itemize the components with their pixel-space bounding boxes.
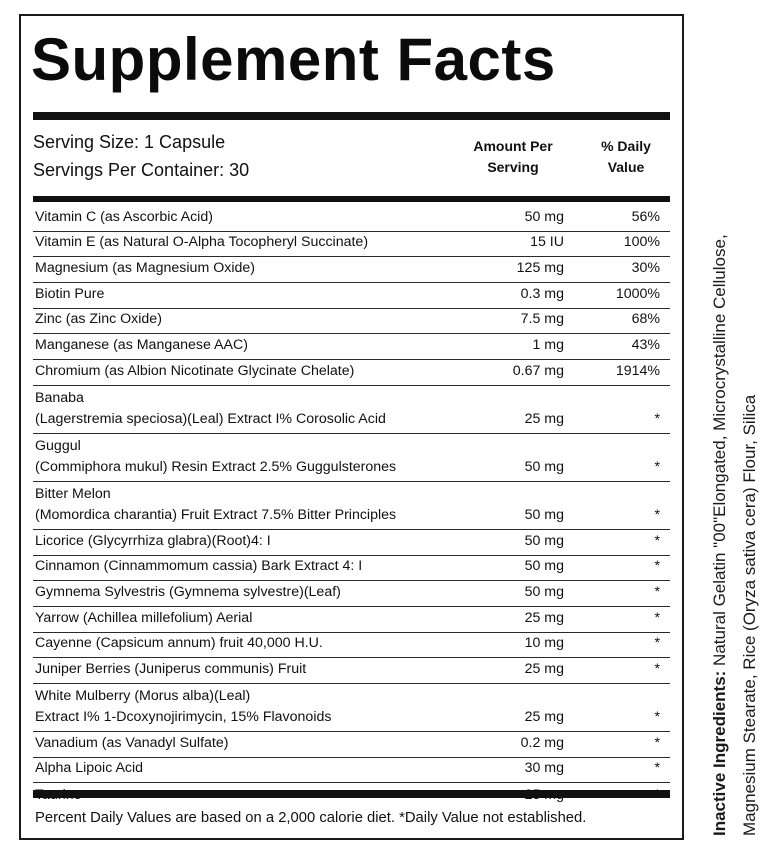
herbal-name	[35, 436, 396, 478]
herbal-name-line1: Vanadium (as Vanadyl Sulfate)	[35, 734, 229, 751]
footnote: Percent Daily Values are based on a 2,000 calorie diet. *Daily Value not established.	[35, 810, 587, 826]
herbal-daily-value: *	[654, 410, 660, 427]
herbal-daily-value: *	[654, 660, 660, 677]
herbal-daily-value: *	[654, 708, 660, 725]
nutrient-name: Magnesium (as Magnesium Oxide)	[35, 260, 255, 277]
inactive-label: Inactive Ingredients:	[710, 670, 729, 836]
herbal-daily-value: *	[654, 558, 660, 575]
herbal-amount: 50 mg	[524, 458, 564, 475]
bottom-rule	[33, 790, 670, 798]
nutrient-daily-value: 43%	[631, 337, 660, 354]
herbal-row	[33, 684, 670, 732]
servings-per-container: Servings Per Container: 30	[33, 160, 250, 180]
nutrient-name: Vitamin C (as Ascorbic Acid)	[35, 208, 213, 225]
serving-info	[33, 128, 249, 184]
herbal-amount: 50 mg	[524, 583, 564, 600]
herbal-amount: 50 mg	[524, 506, 564, 523]
herbal-name	[35, 633, 323, 654]
herbal-name-line1: White Mulberry (Morus alba)(Leal)	[35, 687, 251, 704]
herbal-name-line1: Licorice (Glycyrrhiza glabra)(Root)4: I	[35, 532, 271, 549]
nutrient-row	[33, 360, 670, 386]
herbal-name-line1: Alpha Lipoic Acid	[35, 760, 144, 777]
herbal-row	[33, 581, 670, 607]
herbal-daily-value: *	[654, 506, 660, 523]
herbal-name-line1: Juniper Berries (Juniperus communis) Fruit	[35, 660, 307, 677]
herbal-amount: 10 mg	[524, 635, 564, 652]
herbal-row	[33, 732, 670, 758]
herbal-row	[33, 556, 670, 582]
herbal-name-line1: Gymnema Sylvestris (Gymnema sylvestre)(Leaf)	[35, 583, 341, 600]
nutrient-amount: 15 IU	[530, 234, 564, 251]
herbal-row	[33, 530, 670, 556]
nutrient-row	[33, 309, 670, 335]
nutrient-daily-value: 1000%	[615, 285, 660, 302]
inactive-line1	[705, 16, 735, 836]
amount-header	[459, 136, 567, 178]
herbal-name	[35, 659, 306, 680]
herbal-amount: 25 mg	[524, 609, 564, 626]
nutrient-amount: 50 mg	[524, 208, 564, 225]
herbal-amount: 25 mg	[524, 708, 564, 725]
nutrient-name: Manganese (as Manganese AAC)	[35, 337, 248, 354]
herbal-name	[35, 686, 331, 728]
herbal-name	[35, 608, 252, 629]
herbal-row	[33, 607, 670, 633]
herbal-row	[33, 386, 670, 434]
nutrient-daily-value: 30%	[631, 260, 660, 277]
herbal-name-line2: (Lagerstremia speciosa)(Leal) Extract I% Corosolic Acid	[35, 410, 386, 427]
herbal-name-line1: Cinnamon (Cinnammomum cassia) Bark Extract 4: I	[35, 558, 363, 575]
herbal-name	[35, 556, 362, 577]
nutrient-row	[33, 232, 670, 258]
nutrient-amount: 1 mg	[532, 337, 564, 354]
herbal-name-line2: (Momordica charantia) Fruit Extract 7.5% Bitter Principles	[35, 506, 397, 523]
nutrient-amount: 0.3 mg	[520, 285, 564, 302]
nutrient-row	[33, 257, 670, 283]
herbal-row	[33, 658, 670, 684]
ingredient-table	[33, 206, 670, 809]
herbal-daily-value: *	[654, 583, 660, 600]
nutrient-daily-value: 100%	[623, 234, 660, 251]
herbal-daily-value: *	[654, 532, 660, 549]
herbal-daily-value: *	[654, 609, 660, 626]
herbal-name	[35, 484, 396, 526]
nutrient-name: Chromium (as Albion Nicotinate Glycinate Chelate)	[35, 362, 355, 379]
inactive-text-line1: Natural Gelatin "00"Elongated, Microcrystalline Cellulose,	[710, 234, 729, 666]
herbal-name-line1: Yarrow (Achillea millefolium) Aerial	[35, 609, 253, 626]
herbal-name-line1: Guggul	[35, 437, 81, 454]
inactive-text-line2: Magnesium Stearate, Rice (Oryza sativa cera) Flour, Silica	[740, 394, 759, 836]
herbal-row	[33, 758, 670, 784]
herbal-name-line1: Cayenne (Capsicum annum) fruit 40,000 H.U.	[35, 635, 323, 652]
supplement-facts-panel	[19, 14, 684, 840]
nutrient-amount: 7.5 mg	[520, 311, 564, 328]
herbal-name-line1: Bitter Melon	[35, 485, 111, 502]
herbal-name-line2: Extract I% 1-Dcoxynojirimycin, 15% Flavonoids	[35, 708, 332, 725]
herbal-daily-value: *	[654, 734, 660, 751]
herbal-row	[33, 434, 670, 482]
herbal-name	[35, 582, 341, 603]
herbal-name	[35, 531, 271, 552]
nutrient-name: Vitamin E (as Natural O-Alpha Tocopheryl Succinate)	[35, 234, 369, 251]
herbal-name	[35, 388, 386, 430]
herbal-amount: 50 mg	[524, 532, 564, 549]
herbal-name	[35, 758, 143, 779]
herbal-amount: 50 mg	[524, 558, 564, 575]
inactive-ingredients	[705, 16, 765, 836]
serving-size: Serving Size: 1 Capsule	[33, 132, 226, 152]
herbal-name-line2: (Commiphora mukul) Resin Extract 2.5% Guggulsterones	[35, 458, 397, 475]
herbal-daily-value: *	[654, 458, 660, 475]
herbal-name	[35, 733, 228, 754]
herbal-daily-value: *	[654, 760, 660, 777]
nutrient-row	[33, 206, 670, 232]
amount-header-line2: Serving	[487, 159, 539, 175]
herbal-row	[33, 633, 670, 659]
herbal-amount: 30 mg	[524, 760, 564, 777]
nutrient-amount: 125 mg	[516, 260, 564, 277]
herbal-amount: 25 mg	[524, 660, 564, 677]
nutrient-amount: 0.67 mg	[512, 362, 564, 379]
nutrient-daily-value: 1914%	[615, 362, 660, 379]
dv-header-line1: % Daily	[601, 138, 651, 154]
nutrient-daily-value: 68%	[631, 311, 660, 328]
amount-header-line1: Amount Per	[473, 138, 553, 154]
herbal-daily-value: *	[654, 635, 660, 652]
dv-header-line2: Value	[607, 159, 645, 175]
nutrient-daily-value: 56%	[631, 208, 660, 225]
herbal-row	[33, 482, 670, 530]
nutrient-name: Zinc (as Zinc Oxide)	[35, 311, 162, 328]
panel-title: Supplement Facts	[31, 26, 556, 93]
herbal-name-line1: Banaba	[35, 389, 84, 406]
daily-value-header	[586, 136, 666, 178]
nutrient-row	[33, 283, 670, 309]
nutrient-row	[33, 334, 670, 360]
header-rule	[33, 196, 670, 202]
nutrient-name: Biotin Pure	[35, 285, 105, 302]
herbal-amount: 25 mg	[524, 410, 564, 427]
top-rule	[33, 112, 670, 120]
herbal-amount: 0.2 mg	[520, 734, 564, 751]
